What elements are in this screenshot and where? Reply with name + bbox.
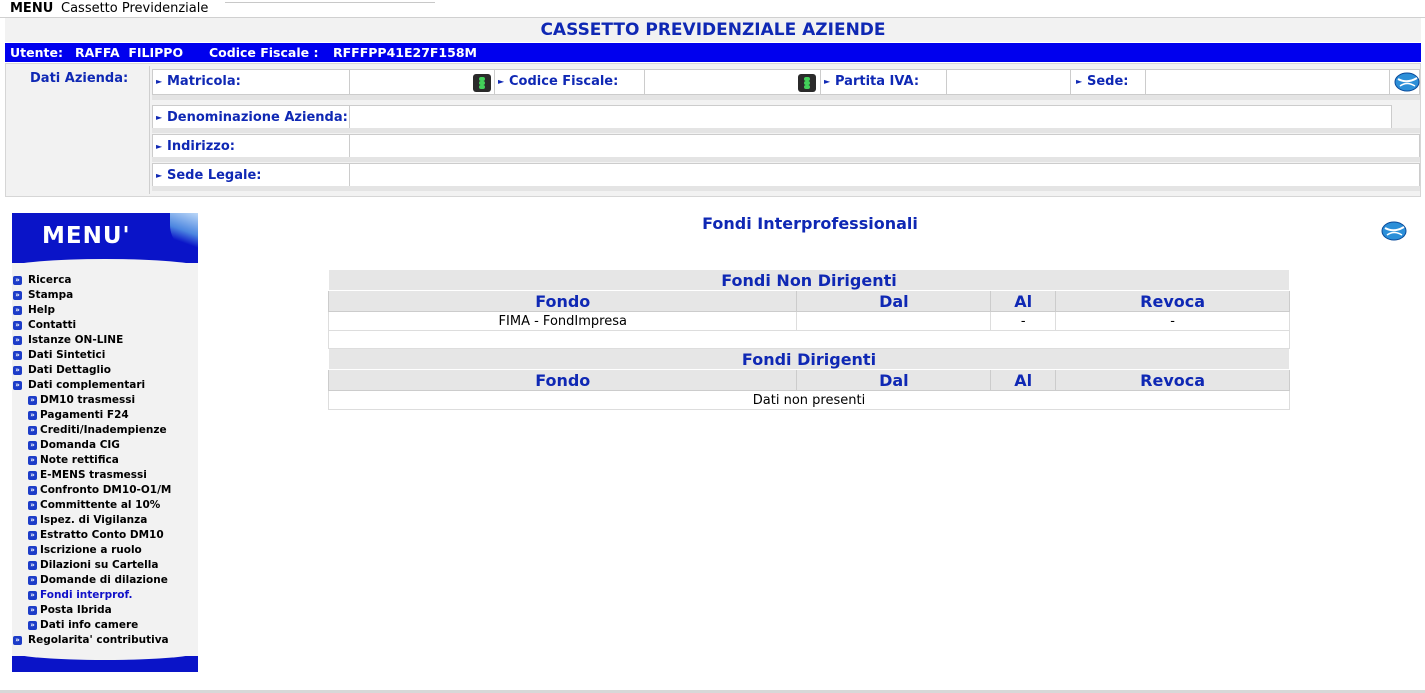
sede-label-cell (1073, 70, 1146, 94)
arrow-icon: ► (156, 113, 163, 122)
menu-item-label: Dati info camere (40, 619, 139, 631)
menu-item-label: Domanda CIG (40, 439, 120, 451)
section-header-non-dirigenti (329, 270, 1290, 291)
menu-item[interactable] (12, 558, 198, 573)
arrow-bullet-icon: » (13, 381, 22, 390)
sede-label: Sede: (1087, 74, 1129, 89)
arrow-bullet-icon: » (28, 561, 37, 570)
section-title: Fondi Non Dirigenti (329, 270, 1290, 291)
menu-item-label: Regolarita' contributiva (28, 634, 169, 646)
menu-item[interactable] (12, 498, 198, 513)
arrow-bullet-icon: » (13, 366, 22, 375)
arrow-bullet-icon: » (28, 426, 37, 435)
arrow-icon: ► (498, 77, 505, 86)
menu-item[interactable] (12, 318, 198, 333)
arrow-bullet-icon: » (13, 321, 22, 330)
column-header-fondo: Fondo (329, 370, 797, 391)
menu-item[interactable] (12, 573, 198, 588)
arrow-icon: ► (1076, 77, 1083, 86)
menu-item-label: DM10 trasmessi (40, 394, 136, 406)
side-menu-footer (12, 656, 198, 672)
menu-item[interactable] (12, 453, 198, 468)
column-header-revoca: Revoca (1056, 370, 1290, 391)
traffic-light-icon[interactable] (798, 74, 816, 92)
globe-icon[interactable] (1393, 71, 1421, 93)
partita-iva-label: Partita IVA: (835, 74, 920, 89)
arrow-bullet-icon: » (28, 471, 37, 480)
sede-field[interactable] (1146, 70, 1390, 94)
arrow-bullet-icon: » (13, 276, 22, 285)
menu-item[interactable] (12, 363, 198, 378)
menu-item[interactable] (12, 423, 198, 438)
menu-item[interactable] (12, 483, 198, 498)
menu-item-label: Istanze ON-LINE (28, 334, 124, 346)
menu-item[interactable] (12, 603, 198, 618)
arrow-bullet-icon: » (28, 441, 37, 450)
menu-item-label: Confronto DM10-O1/M (40, 484, 172, 496)
tab-divider (225, 0, 435, 3)
menu-item-label: Dati Dettaglio (28, 364, 111, 376)
globe-icon[interactable] (1380, 220, 1408, 242)
column-header-dal: Dal (797, 370, 991, 391)
menu-item[interactable] (12, 288, 198, 303)
menu-item[interactable] (12, 348, 198, 363)
menu-item-label: Contatti (28, 319, 77, 331)
menu-item-label: Help (28, 304, 56, 316)
menu-item-label: Stampa (28, 289, 74, 301)
arrow-icon: ► (824, 77, 831, 86)
menu-item-label: Note rettifica (40, 454, 119, 466)
page-title: Fondi Interprofessionali (702, 214, 918, 233)
menu-item-label: Ricerca (28, 274, 72, 286)
section-header-dirigenti (329, 349, 1290, 370)
company-data-panel (5, 63, 1421, 197)
menu-item-label: Posta Ibrida (40, 604, 112, 616)
traffic-light-icon[interactable] (473, 74, 491, 92)
menu-item[interactable] (12, 303, 198, 318)
user-name: RAFFA FILIPPO (75, 45, 184, 60)
company-section-label: Dati Azienda: (30, 71, 129, 86)
arrow-icon: ► (156, 142, 163, 151)
arrow-bullet-icon: » (28, 396, 37, 405)
menu-item-label: Pagamenti F24 (40, 409, 129, 421)
arrow-bullet-icon: » (28, 516, 37, 525)
wave-decoration (12, 259, 198, 267)
user-bar (5, 43, 1421, 62)
funds-table (328, 269, 1290, 410)
partita-iva-label-cell (821, 70, 947, 94)
column-header-revoca: Revoca (1056, 291, 1290, 312)
arrow-bullet-icon: » (28, 606, 37, 615)
menu-item-label: Dati complementari (28, 379, 146, 391)
side-menu (12, 213, 198, 672)
menu-item-label: Dati Sintetici (28, 349, 106, 361)
arrow-icon: ► (156, 77, 163, 86)
arrow-bullet-icon: » (28, 546, 37, 555)
column-header-al: Al (991, 370, 1056, 391)
page-header (5, 18, 1421, 42)
arrow-bullet-icon: » (28, 531, 37, 540)
menu-item[interactable] (12, 633, 198, 648)
arrow-icon: ► (156, 171, 163, 180)
arrow-bullet-icon: » (28, 486, 37, 495)
menu-item-label: Crediti/Inadempienze (40, 424, 167, 436)
arrow-bullet-icon: » (13, 306, 22, 315)
table-header-row (329, 370, 1290, 391)
sede-legale-label: Sede Legale: (167, 168, 262, 183)
menu-item-label: Iscrizione a ruolo (40, 544, 142, 556)
arrow-bullet-icon: » (28, 576, 37, 585)
arrow-bullet-icon: » (13, 351, 22, 360)
company-section-cell (8, 66, 150, 194)
menu-item-label: Estratto Conto DM10 (40, 529, 164, 541)
fondo-cell: FIMA - FondImpresa (329, 312, 797, 331)
row-separator (152, 95, 1420, 100)
side-menu-list (12, 273, 198, 648)
app-title: CASSETTO PREVIDENZIALE AZIENDE (540, 20, 886, 40)
denominazione-field[interactable] (350, 106, 1391, 130)
denominazione-label-cell (153, 106, 350, 130)
company-id-row (152, 69, 1420, 95)
menu-item[interactable] (12, 513, 198, 528)
menu-item-label: Domande di dilazione (40, 574, 168, 586)
arrow-bullet-icon: » (13, 291, 22, 300)
indirizzo-label-cell (153, 135, 350, 159)
side-menu-title: MENU' (42, 223, 131, 249)
page-curl-icon (170, 213, 198, 253)
menu-item[interactable] (12, 468, 198, 483)
section-title: Fondi Dirigenti (329, 349, 1290, 370)
sede-legale-field[interactable] (350, 164, 1419, 188)
codice-fiscale-label: Codice Fiscale: (509, 74, 619, 89)
menu-item-label: Fondi interprof. (40, 589, 133, 601)
row-separator (152, 157, 1420, 162)
fiscal-code-label: Codice Fiscale : (209, 45, 319, 60)
table-row (329, 391, 1290, 410)
codice-fiscale-field[interactable] (645, 70, 821, 94)
arrow-bullet-icon: » (28, 501, 37, 510)
arrow-bullet-icon: » (28, 411, 37, 420)
spacer-row (329, 331, 1290, 349)
menu-item[interactable] (12, 378, 198, 393)
menu-tab[interactable]: MENU (10, 1, 54, 16)
menu-item[interactable] (12, 393, 198, 408)
column-header-fondo: Fondo (329, 291, 797, 312)
menu-item[interactable] (12, 333, 198, 348)
column-header-dal: Dal (797, 291, 991, 312)
arrow-bullet-icon: » (28, 621, 37, 630)
menu-item-label: Ispez. di Vigilanza (40, 514, 148, 526)
al-cell: - (991, 312, 1056, 331)
partita-iva-field[interactable] (947, 70, 1071, 94)
column-header-al: Al (991, 291, 1056, 312)
dal-cell (797, 312, 991, 331)
table-header-row (329, 291, 1290, 312)
arrow-bullet-icon: » (13, 336, 22, 345)
fiscal-code-value: RFFFPP41E27F158M (333, 45, 477, 60)
indirizzo-label: Indirizzo: (167, 139, 235, 154)
menu-item-label: Dilazioni su Cartella (40, 559, 159, 571)
app-tab[interactable]: Cassetto Previdenziale (61, 1, 209, 16)
row-separator (152, 128, 1420, 133)
arrow-bullet-icon: » (28, 591, 37, 600)
row-separator (152, 186, 1420, 191)
menu-item[interactable] (12, 273, 198, 288)
arrow-bullet-icon: » (13, 636, 22, 645)
tab-bar (0, 0, 1425, 18)
side-menu-header (12, 213, 198, 263)
menu-item-label: Committente al 10% (40, 499, 161, 511)
revoca-cell: - (1056, 312, 1290, 331)
menu-item[interactable] (12, 438, 198, 453)
user-label: Utente: (10, 45, 63, 60)
denominazione-label: Denominazione Azienda: (167, 110, 348, 125)
sede-legale-label-cell (153, 164, 350, 188)
menu-item[interactable] (12, 408, 198, 423)
menu-item[interactable] (12, 618, 198, 633)
codice-fiscale-label-cell (495, 70, 645, 94)
menu-item[interactable] (12, 588, 198, 603)
menu-item[interactable] (12, 528, 198, 543)
indirizzo-field[interactable] (350, 135, 1419, 159)
empty-message: Dati non presenti (329, 391, 1290, 410)
matricola-label: Matricola: (167, 74, 241, 89)
menu-item-label: E-MENS trasmessi (40, 469, 147, 481)
menu-item[interactable] (12, 543, 198, 558)
matricola-label-cell (153, 70, 350, 94)
arrow-bullet-icon: » (28, 456, 37, 465)
table-row (329, 312, 1290, 331)
